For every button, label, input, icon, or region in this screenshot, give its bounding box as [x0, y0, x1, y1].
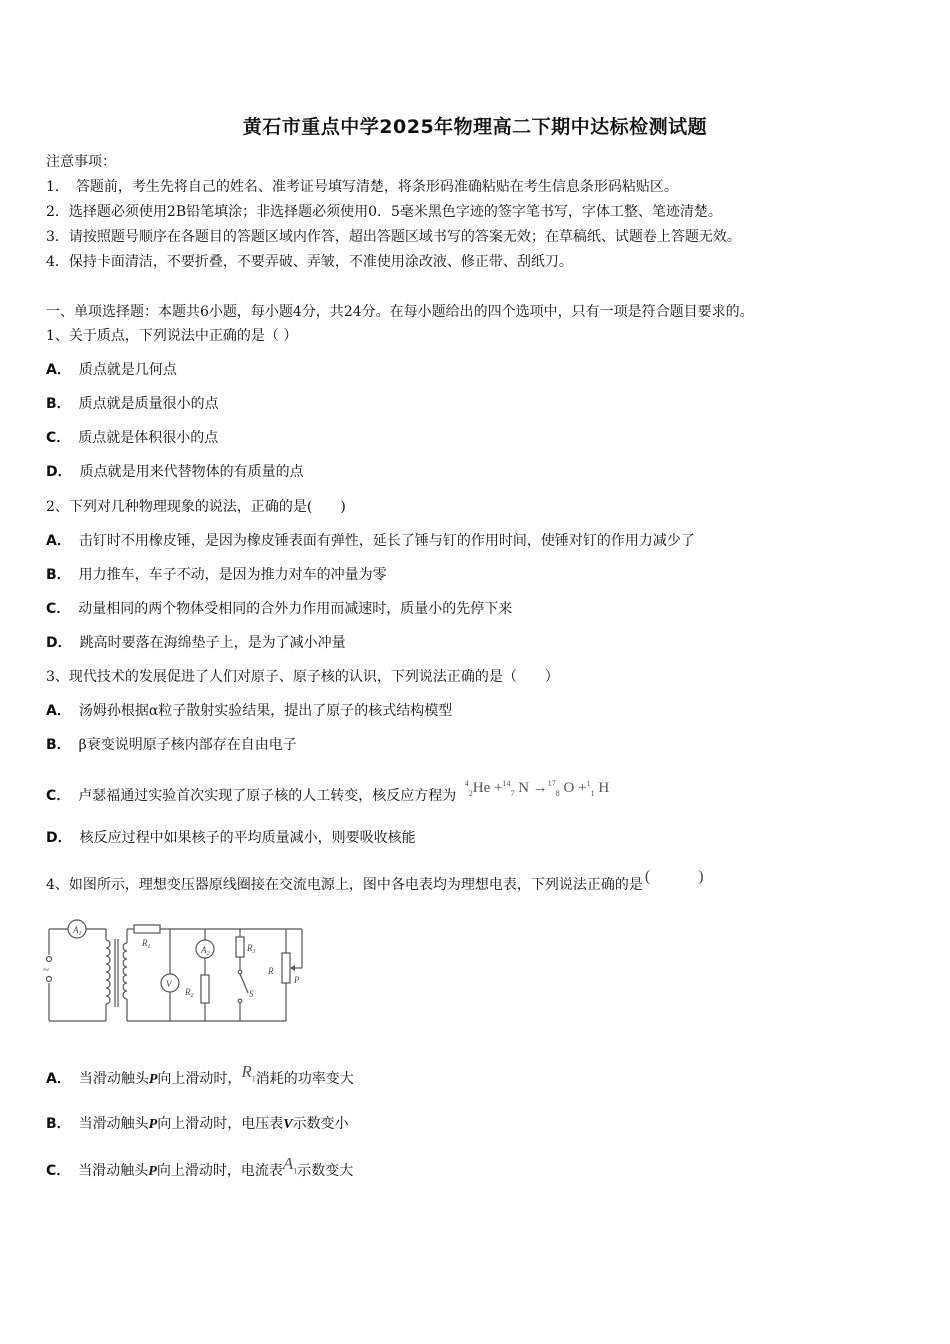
- option-text: 当滑动触头: [78, 1071, 149, 1087]
- resistor-r2-label: $R_2$: [185, 987, 194, 999]
- transformer-circuit-diagram: [42, 915, 312, 1027]
- option-text: 消耗的功率变大: [255, 1071, 354, 1087]
- option-key: D．: [46, 464, 72, 480]
- option-text: 向上滑动时，电压表: [157, 1116, 284, 1132]
- option-text: 汤姆孙根据α粒子散射实验结果，提出了原子的核式结构模型: [78, 703, 453, 719]
- symbol-p: P: [148, 1164, 157, 1179]
- q2-option-a: [46, 531, 695, 551]
- q4-option-a: [46, 1062, 354, 1095]
- option-text: 向上滑动时，电流表: [156, 1163, 283, 1179]
- q2-option-c: [46, 599, 512, 619]
- q1-option-d: [46, 462, 304, 482]
- option-text: 质点就是几何点: [78, 362, 177, 378]
- option-text: 质点就是用来代替物体的有质量的点: [79, 464, 304, 480]
- option-key: C．: [46, 1163, 71, 1179]
- switch-s-label: S: [249, 989, 254, 999]
- option-key: C．: [46, 788, 71, 804]
- option-key: A．: [46, 362, 71, 378]
- option-key: B．: [46, 1116, 71, 1132]
- option-key: C．: [46, 601, 71, 617]
- q1-option-c: [46, 428, 218, 448]
- q1-option-a: [46, 360, 177, 380]
- question-3-stem: 3、现代技术的发展促进了人们对原子、原子核的认识，下列说法正确的是（ ）: [46, 669, 559, 685]
- ammeter-a2-label: $A_2$: [201, 945, 210, 957]
- option-text: 示数变小: [292, 1116, 349, 1132]
- question-2-stem: 2、下列对几种物理现象的说法，正确的是( ): [46, 499, 346, 515]
- option-text: 质点就是体积很小的点: [78, 430, 219, 446]
- nuclear-reaction-formula: $^4_2$He +$^{14}_7$ N →$^{17}_8$ O +$^1_1$ H: [464, 779, 610, 798]
- q2-option-d: [46, 633, 346, 653]
- option-key: B．: [46, 567, 71, 583]
- notice-item: 1． 答题前，考生先将自己的姓名、准考证号填写清楚，将条形码准确粘贴在考生信息条形码粘贴区。: [46, 179, 678, 195]
- page-title: 黄石市重点中学2025年物理高二下期中达标检测试题: [242, 116, 708, 138]
- rheostat-r-label: R: [268, 966, 274, 976]
- question-1-stem: 1、关于质点，下列说法中正确的是（ ）: [46, 328, 298, 344]
- option-text: 跳高时要落在海绵垫子上，是为了减小冲量: [79, 635, 346, 651]
- q3-option-d: [46, 828, 416, 848]
- option-text: 质点就是质量很小的点: [78, 396, 219, 412]
- question-4-text: 4、如图所示，理想变压器原线圈接在交流电源上，图中各电表均为理想电表，下列说法正确的是: [46, 877, 643, 893]
- notice-item: 4．保持卡面清洁，不要折叠，不要弄破、弄皱，不准使用涂改液、修正带、刮纸刀。: [46, 254, 573, 270]
- slider-p-label: P: [294, 975, 300, 985]
- option-text: 击钉时不用橡皮锤，是因为橡皮锤表面有弹性，延长了锤与钉的作用时间，使锤对钉的作用力减少了: [78, 533, 695, 549]
- option-text: 向上滑动时，: [157, 1071, 242, 1087]
- option-text: β衰变说明原子核内部存在自由电子: [78, 737, 297, 753]
- q1-option-b: [46, 394, 219, 414]
- option-key: D．: [46, 635, 72, 651]
- symbol-p: P: [148, 1117, 158, 1132]
- answer-paren: ( ): [644, 868, 704, 885]
- resistor-r1-label: $R_1$: [142, 938, 151, 950]
- section-header: 一、单项选择题：本题共6小题，每小题4分，共24分。在每小题给出的四个选项中，只有一项是符合题目要求的。: [46, 304, 754, 320]
- q3-option-a: [46, 701, 452, 721]
- option-key: A．: [46, 533, 71, 549]
- q4-option-c: [46, 1154, 354, 1187]
- symbol-r1: $R_1$: [241, 1062, 256, 1084]
- option-text: 动量相同的两个物体受相同的合外力作用而减速时，质量小的先停下来: [78, 601, 513, 617]
- option-text: 用力推车，车子不动，是因为推力对车的冲量为零: [78, 567, 387, 583]
- notice-item: 2．选择题必须使用2B铅笔填涂；非选择题必须使用0．5毫米黑色字迹的签字笔书写，字体工整、笔迹清楚。: [46, 204, 722, 220]
- voltmeter-label: V: [166, 979, 172, 989]
- q3-option-c: [46, 779, 610, 812]
- ammeter-a1-label: $A_1$: [73, 925, 82, 937]
- question-4-stem: [46, 868, 704, 895]
- notice-heading: 注意事项：: [46, 154, 116, 170]
- q4-option-b: [46, 1114, 349, 1135]
- ac-source-icon: ~: [43, 964, 49, 976]
- notice-item: 3．请按照题号顺序在各题目的答题区域内作答，超出答题区域书写的答案无效；在草稿纸、试题卷上答题无效。: [46, 229, 741, 245]
- option-key: D．: [46, 830, 72, 846]
- option-text: 示数变大: [297, 1163, 354, 1179]
- option-key: C．: [46, 430, 71, 446]
- option-key: B．: [46, 396, 71, 412]
- q2-option-b: [46, 565, 387, 585]
- resistor-r3-label: $R_3$: [247, 943, 256, 955]
- option-text: 核反应过程中如果核子的平均质量减小，则要吸收核能: [79, 830, 416, 846]
- symbol-a1: $A_1$: [282, 1154, 298, 1176]
- symbol-p: P: [148, 1072, 158, 1087]
- option-key: A．: [46, 1071, 71, 1087]
- option-key: B．: [46, 737, 71, 753]
- option-text: 当滑动触头: [78, 1116, 149, 1132]
- symbol-v: V: [283, 1117, 293, 1132]
- option-text: 卢瑟福通过实验首次实现了原子核的人工转变，核反应方程为: [78, 788, 457, 804]
- option-key: A．: [46, 703, 71, 719]
- option-text: 当滑动触头: [78, 1163, 149, 1179]
- q3-option-b: [46, 735, 297, 755]
